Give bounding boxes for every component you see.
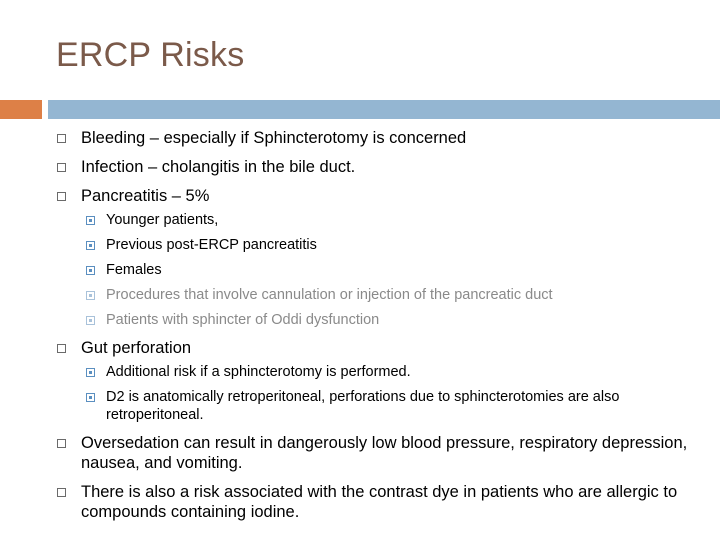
sub-bullet-text: Patients with sphincter of Oddi dysfunction — [106, 312, 380, 328]
accent-bar-orange — [0, 100, 42, 119]
square-bullet-icon — [57, 192, 66, 201]
square-sub-bullet-icon — [86, 266, 95, 275]
square-sub-bullet-icon — [86, 316, 95, 325]
bullet-list — [57, 128, 697, 522]
sub-bullet-females — [57, 261, 697, 279]
bullet-infection — [57, 157, 697, 177]
square-bullet-icon — [57, 439, 66, 448]
bullet-text: Pancreatitis – 5% — [81, 187, 210, 205]
sub-bullet-text: Previous post-ERCP pancreatitis — [106, 237, 317, 253]
square-bullet-icon — [57, 488, 66, 497]
sub-bullet-oddi-dysfunction — [57, 311, 697, 329]
bullet-contrast-dye — [57, 482, 697, 522]
sub-bullet-d2-retroperitoneal — [57, 388, 697, 424]
square-sub-bullet-icon — [86, 216, 95, 225]
bullet-text: Oversedation can result in dangerously low blood pressure, respiratory depression, nausea, and vomiting. — [81, 434, 688, 472]
sub-bullet-previous-pancreatitis — [57, 236, 697, 254]
sub-bullet-text: Younger patients, — [106, 212, 219, 228]
square-sub-bullet-icon — [86, 241, 95, 250]
sub-bullet-text: D2 is anatomically retroperitoneal, perforations due to sphincterotomies are also retroperitoneal. — [106, 389, 620, 423]
square-sub-bullet-icon — [86, 368, 95, 377]
bullet-text: Gut perforation — [81, 339, 192, 357]
sub-bullet-additional-risk — [57, 363, 697, 381]
sub-bullet-younger-patients — [57, 211, 697, 229]
bullet-text: There is also a risk associated with the contrast dye in patients who are allergic to compounds containing iodine. — [81, 483, 678, 521]
sub-bullet-text: Females — [106, 262, 162, 278]
sub-bullet-procedures — [57, 286, 697, 304]
bullet-oversedation — [57, 433, 697, 473]
accent-bar-blue — [48, 100, 720, 119]
square-bullet-icon — [57, 134, 66, 143]
bullet-gut-perforation — [57, 338, 697, 358]
bullet-pancreatitis — [57, 186, 697, 206]
bullet-text: Infection – cholangitis in the bile duct. — [81, 158, 356, 176]
square-bullet-icon — [57, 344, 66, 353]
square-bullet-icon — [57, 163, 66, 172]
square-sub-bullet-icon — [86, 291, 95, 300]
sub-bullet-text: Procedures that involve cannulation or injection of the pancreatic duct — [106, 287, 553, 303]
slide-title: ERCP Risks — [56, 36, 245, 74]
bullet-bleeding — [57, 128, 697, 148]
bullet-text: Bleeding – especially if Sphincterotomy is concerned — [81, 129, 467, 147]
sub-bullet-text: Additional risk if a sphincterotomy is performed. — [106, 364, 411, 380]
square-sub-bullet-icon — [86, 393, 95, 402]
